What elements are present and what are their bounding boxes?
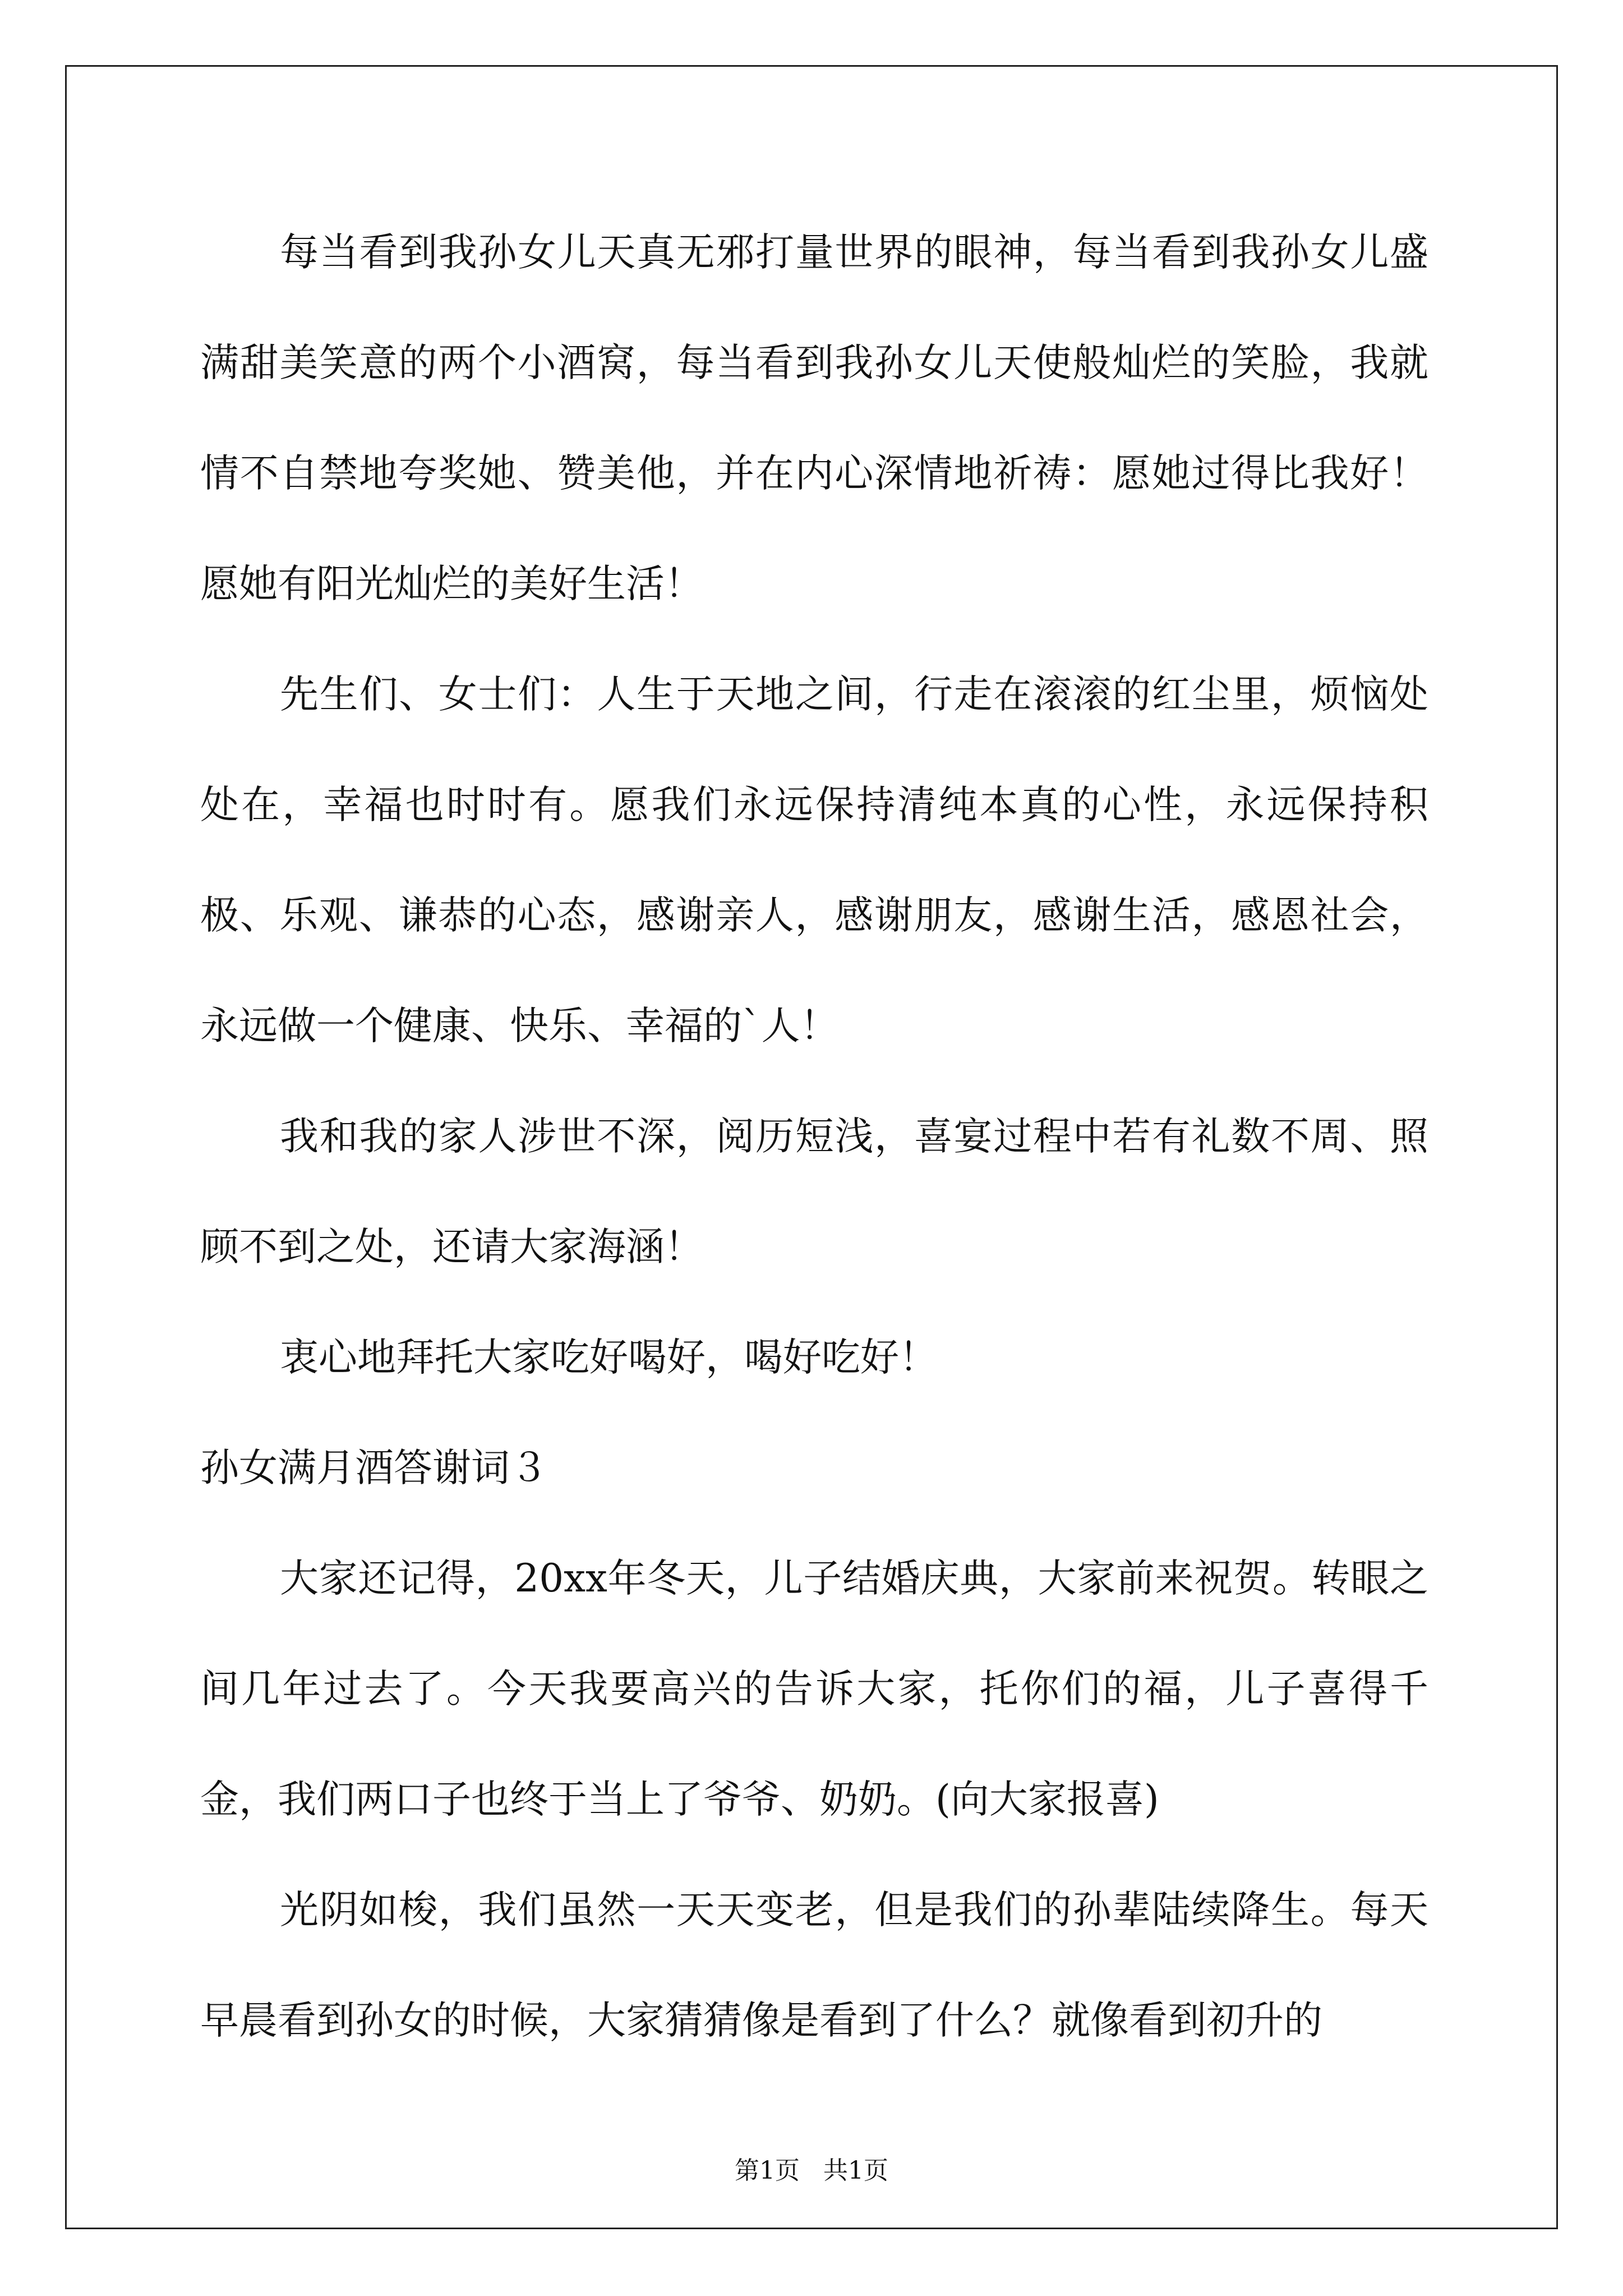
document-body <box>200 197 1428 2076</box>
section-heading: 孙女满月酒答谢词３ <box>200 1446 548 1490</box>
paragraph-6: 光阴如梭，我们虽然一天天变老，但是我们的孙辈陆续降生。每天早晨看到孙女的时候，大家猜猜像是看到了什么？就像看到初升的 <box>200 1888 1428 2043</box>
page-total: 共1页 <box>823 2156 888 2185</box>
paragraph-5: 大家还记得，20xx年冬天，儿子结婚庆典，大家前来祝贺。转眼之间几年过去了。今天我要高兴的告诉大家，托你们的福，儿子喜得千金，我们两口子也终于当上了爷爷、奶奶。(向大家报喜) <box>200 1556 1428 1822</box>
page-number: 第1页 <box>735 2156 800 2185</box>
paragraph-3: 我和我的家人涉世不深，阅历短浅，喜宴过程中若有礼数不周、照顾不到之处，还请大家海涵！ <box>200 1114 1428 1269</box>
page-footer <box>0 2154 1623 2188</box>
paragraph-4: 衷心地拜托大家吃好喝好，喝好吃好！ <box>280 1335 938 1380</box>
paragraph-2: 先生们、女士们：人生于天地之间，行走在滚滚的红尘里，烦恼处处在，幸福也时时有。愿我们永远保持清纯本真的心性，永远保持积极、乐观、谦恭的心态，感谢亲人，感谢朋友，感谢生活，感恩社会，永远做一个健康、快乐、幸福的`人！ <box>200 672 1428 1048</box>
paragraph-1: 每当看到我孙女儿天真无邪打量世界的眼神，每当看到我孙女儿盛满甜美笑意的两个小酒窝，每当看到我孙女儿天使般灿烂的笑脸，我就情不自禁地夸奖她、赞美他，并在内心深情地祈祷：愿她过得比我好！愿她有阳光灿烂的美好生活！ <box>200 230 1428 606</box>
